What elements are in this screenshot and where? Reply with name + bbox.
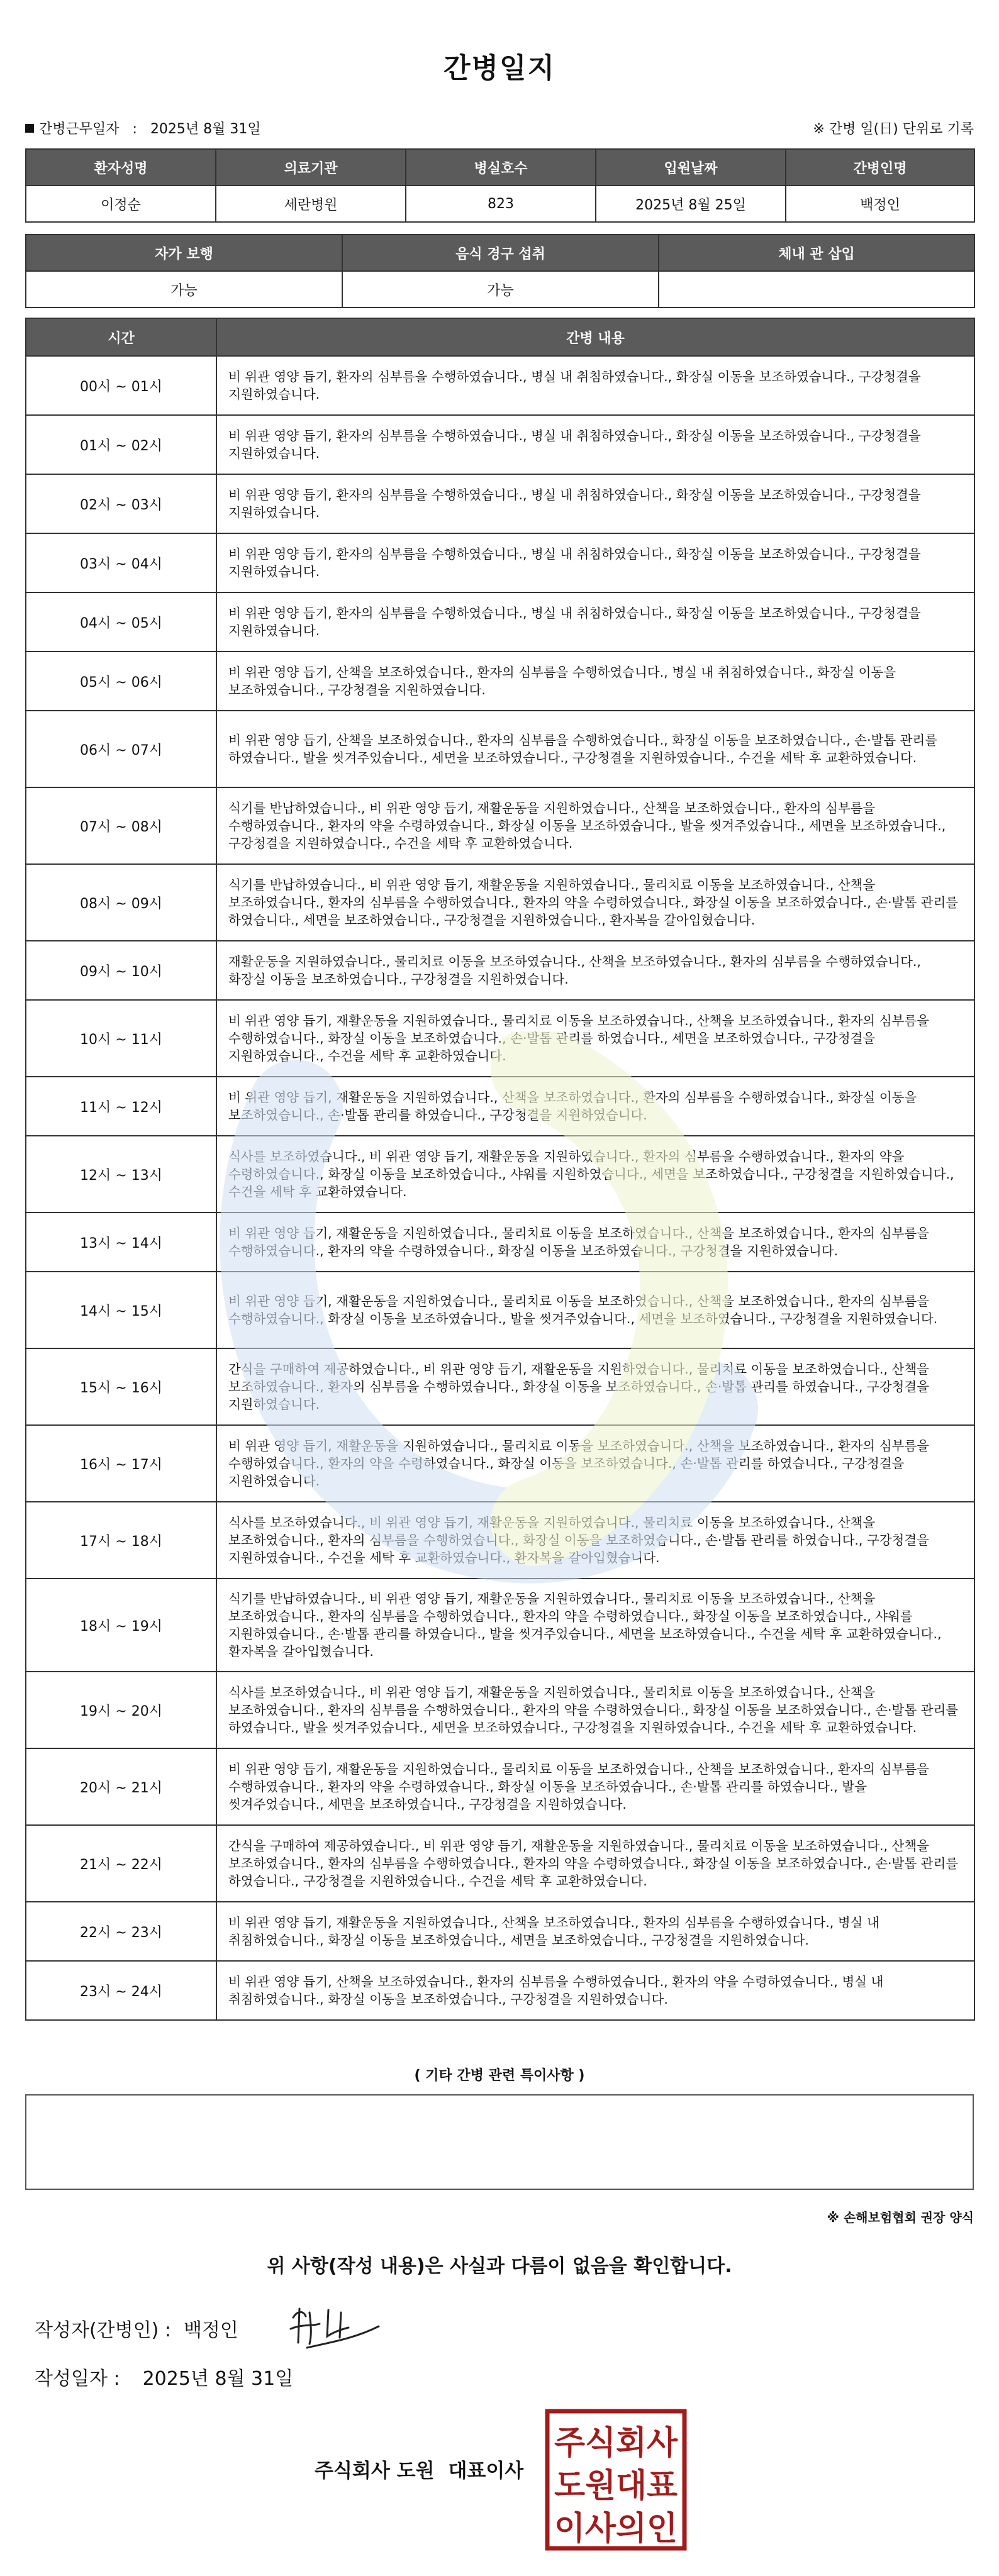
log-row-content: 재활운동을 지원하였습니다., 물리치료 이동을 보조하였습니다., 산책을 보조하였습니다., 환자의 심부름을 수행하였습니다., 화장실 이동을 보조하였습니다., 구강청결을 지원하였습니다. [216, 941, 974, 1000]
log-row [26, 1213, 974, 1272]
log-row [26, 1077, 974, 1136]
log-row-content: 간식을 구매하여 제공하였습니다., 비 위관 영양 듭기, 재활운동을 지원하였습니다., 물리치료 이동을 보조하였습니다., 산책을 보조하였습니다., 환자의 심부름을 수행하였습니다., 환자의 약을 수령하였습니다., 화장실 이동을 보조하였습니다., 손·발톱 관리를 하였습니다., 구강청결을 지원하였습니다., 수건을 세탁 후 교환하였습니다. [216, 1825, 974, 1902]
log-row-content: 식사를 보조하였습니다., 비 위관 영양 듭기, 재활운동을 지원하였습니다., 물리치료 이동을 보조하였습니다., 산책을 보조하였습니다., 환자의 심부름을 수행하였습니다., 화장실 이동을 보조하였습니다., 손·발톱 관리를 하였습니다., 구강청결을 지원하였습니다., 수건을 세탁 후 교환하였습니다., 환자복을 갈아입혔습니다. [216, 1502, 974, 1579]
log-row-time: 12시 ~ 13시 [26, 1136, 216, 1213]
work-date-label: 간병근무일자 [39, 121, 120, 137]
log-row-content: 비 위관 영양 듭기, 산책을 보조하였습니다., 환자의 심부름을 수행하였습니다., 병실 내 취침하였습니다., 화장실 이동을 보조하였습니다., 구강청결을 지원하였습니다. [216, 652, 974, 711]
log-row [26, 652, 974, 711]
log-row [26, 356, 974, 415]
log-row-time: 09시 ~ 10시 [26, 941, 216, 1000]
confirmation-statement: 위 사항(작성 내용)은 사실과 다름이 없음을 확인합니다. [267, 2255, 732, 2277]
tube-insertion-value [659, 271, 974, 308]
log-row-content: 비 위관 영양 듭기, 재활운동을 지원하였습니다., 물리치료 이동을 보조하였습니다., 산책을 보조하였습니다., 환자의 심부름을 수행하였습니다., 환자의 약을 수령하였습니다., 화장실 이동을 보조하였습니다., 손·발톱 관리를 하였습니다., 구강청결을 지원하였습니다. [216, 1425, 974, 1502]
log-row [26, 787, 974, 864]
log-row-time: 06시 ~ 07시 [26, 711, 216, 787]
care-log-body [26, 356, 974, 2020]
write-date-value: 2025년 8월 31일 [142, 2368, 294, 2390]
write-date-line [35, 2363, 293, 2390]
log-row [26, 1902, 974, 1961]
log-row-time: 22시 ~ 23시 [26, 1902, 216, 1961]
meta-row [25, 118, 974, 137]
log-row-time: 00시 ~ 01시 [26, 356, 216, 415]
company-name: 주식회사 도원 [315, 2460, 435, 2482]
tube-insertion-header: 체내 관 삽입 [659, 235, 974, 271]
room-number-header: 병실호수 [406, 149, 596, 186]
seal-text-line: 주식회사 [554, 2424, 678, 2462]
self-walking-value: 가능 [26, 271, 342, 308]
log-row-time: 23시 ~ 24시 [26, 1961, 216, 2020]
log-row-time: 15시 ~ 16시 [26, 1348, 216, 1425]
patient-name-value: 이정순 [26, 186, 216, 222]
caregiver-name-header: 간병인명 [786, 149, 974, 186]
log-row-content: 비 위관 영양 듭기, 재활운동을 지원하였습니다., 물리치료 이동을 보조하였습니다., 산책을 보조하였습니다., 환자의 심부름을 수행하였습니다., 화장실 이동을 보조하였습니다., 손·발톱 관리를 하였습니다., 세면을 보조하였습니다., 구강청결을 지원하였습니다., 수건을 세탁 후 교환하였습니다. [216, 1000, 974, 1077]
notes-box [25, 2094, 974, 2190]
log-row-content: 비 위관 영양 듭기, 환자의 심부름을 수행하였습니다., 병실 내 취침하였습니다., 화장실 이동을 보조하였습니다., 구강청결을 지원하였습니다. [216, 592, 974, 652]
hospital-header: 의료기관 [216, 149, 406, 186]
log-row-content: 비 위관 영양 듭기, 재활운동을 지원하였습니다., 물리치료 이동을 보조하였습니다., 산책을 보조하였습니다., 환자의 심부름을 수행하였습니다., 환자의 약을 수령하였습니다., 화장실 이동을 보조하였습니다., 손·발톱 관리를 하였습니다., 발을 씻겨주었습니다., 세면을 보조하였습니다., 구강청결을 지원하였습니다. [216, 1748, 974, 1825]
writer-label: 작성자(간병인) : [35, 2319, 171, 2341]
log-row [26, 1961, 974, 2020]
log-row [26, 1502, 974, 1579]
log-row [26, 415, 974, 474]
log-row-content: 비 위관 영양 듭기, 재활운동을 지원하였습니다., 산책을 보조하였습니다., 환자의 심부름을 수행하였습니다., 화장실 이동을 보조하였습니다., 손·발톱 관리를 하였습니다., 구강청결을 지원하였습니다. [216, 1077, 974, 1136]
log-row-time: 04시 ~ 05시 [26, 592, 216, 652]
log-row-content: 식사를 보조하였습니다., 비 위관 영양 듭기, 재활운동을 지원하였습니다., 물리치료 이동을 보조하였습니다., 산책을 보조하였습니다., 환자의 심부름을 수행하였습니다., 환자의 약을 수령하였습니다., 화장실 이동을 보조하였습니다., 손·발톱 관리를 하였습니다., 발을 씻겨주었습니다., 세면을 보조하였습니다., 구강청결을 지원하였습니다., 수건을 세탁 후 교환하였습니다. [216, 1672, 974, 1748]
log-row-content: 비 위관 영양 듭기, 재활운동을 지원하였습니다., 물리치료 이동을 보조하였습니다., 산책을 보조하였습니다., 환자의 심부름을 수행하였습니다., 환자의 약을 수령하였습니다., 화장실 이동을 보조하였습니다., 구강청결을 지원하였습니다. [216, 1213, 974, 1272]
log-row-content: 식기를 반납하였습니다., 비 위관 영양 듭기, 재활운동을 지원하였습니다., 물리치료 이동을 보조하였습니다., 산책을 보조하였습니다., 환자의 심부름을 수행하였습니다., 환자의 약을 수령하였습니다., 화장실 이동을 보조하였습니다., 샤워를 지원하였습니다., 손·발톱 관리를 하였습니다., 발을 씻겨주었습니다., 세면을 보조하였습니다., 수건을 세탁 후 교환하였습니다., 환자복을 갈아입혔습니다. [216, 1579, 974, 1672]
writer-name: 백정인 [183, 2319, 238, 2341]
log-row [26, 1672, 974, 1748]
log-row-time: 07시 ~ 08시 [26, 787, 216, 864]
log-row [26, 592, 974, 652]
work-date [25, 118, 261, 138]
log-row-content: 비 위관 영양 듭기, 산책을 보조하였습니다., 환자의 심부름을 수행하였습니다., 화장실 이동을 보조하였습니다., 손·발톱 관리를 하였습니다., 발을 씻겨주었습니다., 세면을 보조하였습니다., 구강청결을 지원하였습니다., 수건을 세탁 후 교환하였습니다. [216, 711, 974, 787]
signature-icon [284, 2299, 385, 2355]
log-row-time: 13시 ~ 14시 [26, 1213, 216, 1272]
hospital-value: 세란병원 [216, 186, 406, 222]
log-row-content: 비 위관 영양 듭기, 환자의 심부름을 수행하였습니다., 병실 내 취침하였습니다., 화장실 이동을 보조하였습니다., 구강청결을 지원하였습니다. [216, 474, 974, 533]
log-row-time: 08시 ~ 09시 [26, 864, 216, 941]
log-row-time: 21시 ~ 22시 [26, 1825, 216, 1902]
log-row [26, 1136, 974, 1213]
square-bullet-icon [25, 124, 34, 133]
form-note: ※ 손해보험협회 권장 양식 [827, 2210, 974, 2225]
log-row-content: 비 위관 영양 듭기, 재활운동을 지원하였습니다., 산책을 보조하였습니다., 환자의 심부름을 수행하였습니다., 병실 내 취침하였습니다., 화장실 이동을 보조하였습니다., 세면을 보조하였습니다., 구강청결을 지원하였습니다. [216, 1902, 974, 1961]
company-line [315, 2455, 523, 2483]
log-row [26, 1348, 974, 1425]
log-row-time: 10시 ~ 11시 [26, 1000, 216, 1077]
work-date-value: 2025년 8월 31일 [150, 121, 261, 137]
log-row-content: 비 위관 영양 듭기, 환자의 심부름을 수행하였습니다., 병실 내 취침하였습니다., 화장실 이동을 보조하였습니다., 구강청결을 지원하였습니다. [216, 533, 974, 592]
company-representative-title: 대표이사 [448, 2460, 524, 2482]
log-row [26, 533, 974, 592]
oral-intake-header: 음식 경구 섭취 [342, 235, 659, 271]
log-row-content: 식사를 보조하였습니다., 비 위관 영양 듭기, 재활운동을 지원하였습니다., 환자의 심부름을 수행하였습니다., 환자의 약을 수령하였습니다., 화장실 이동을 보조하였습니다., 샤워를 지원하였습니다., 세면을 보조하였습니다., 구강청결을 지원하였습니다., 수건을 세탁 후 교환하였습니다. [216, 1136, 974, 1213]
log-row [26, 1748, 974, 1825]
care-log-table [25, 318, 975, 2021]
log-row-time: 20시 ~ 21시 [26, 1748, 216, 1825]
log-row-content: 비 위관 영양 듭기, 재활운동을 지원하였습니다., 물리치료 이동을 보조하였습니다., 산책을 보조하였습니다., 환자의 심부름을 수행하였습니다., 화장실 이동을 보조하였습니다., 발을 씻겨주었습니다., 세면을 보조하였습니다., 구강청결을 지원하였습니다. [216, 1272, 974, 1348]
log-row [26, 1272, 974, 1348]
log-row-time: 14시 ~ 15시 [26, 1272, 216, 1348]
log-row-time: 03시 ~ 04시 [26, 533, 216, 592]
time-header: 시간 [26, 318, 216, 356]
company-seal-icon [545, 2409, 687, 2551]
log-row [26, 474, 974, 533]
notes-title: ( 기타 간병 관련 특이사항 ) [414, 2068, 585, 2084]
log-row-content: 비 위관 영양 듭기, 환자의 심부름을 수행하였습니다., 병실 내 취침하였습니다., 화장실 이동을 보조하였습니다., 구강청결을 지원하였습니다. [216, 356, 974, 415]
self-walking-header: 자가 보행 [26, 235, 342, 271]
log-row [26, 1579, 974, 1672]
log-row [26, 1825, 974, 1902]
oral-intake-value: 가능 [342, 271, 659, 308]
log-row-content: 식기를 반납하였습니다., 비 위관 영양 듭기, 재활운동을 지원하였습니다., 산책을 보조하였습니다., 환자의 심부름을 수행하였습니다., 환자의 약을 수령하였습니다., 화장실 이동을 보조하였습니다., 발을 씻겨주었습니다., 세면을 보조하였습니다., 구강청결을 지원하였습니다., 수건을 세탁 후 교환하였습니다. [216, 787, 974, 864]
document-title: 간병일지 [443, 52, 555, 84]
log-row-time: 01시 ~ 02시 [26, 415, 216, 474]
log-row-time: 17시 ~ 18시 [26, 1502, 216, 1579]
seal-text-line: 이사의인 [554, 2510, 678, 2548]
log-row-content: 비 위관 영양 듭기, 환자의 심부름을 수행하였습니다., 병실 내 취침하였습니다., 화장실 이동을 보조하였습니다., 구강청결을 지원하였습니다. [216, 415, 974, 474]
unit-note: ※ 간병 일(日) 단위로 기록 [813, 121, 974, 137]
log-row [26, 711, 974, 787]
care-content-header: 간병 내용 [216, 318, 974, 356]
seal-text-line: 도원대표 [554, 2467, 678, 2505]
log-row-content: 식기를 반납하였습니다., 비 위관 영양 듭기, 재활운동을 지원하였습니다., 물리치료 이동을 보조하였습니다., 산책을 보조하였습니다., 환자의 심부름을 수행하였습니다., 환자의 약을 수령하였습니다., 화장실 이동을 보조하였습니다., 손·발톱 관리를 하였습니다., 세면을 보조하였습니다., 구강청결을 지원하였습니다., 환자복을 갈아입혔습니다. [216, 864, 974, 941]
log-row-content: 비 위관 영양 듭기, 산책을 보조하였습니다., 환자의 심부름을 수행하였습니다., 환자의 약을 수령하였습니다., 병실 내 취침하였습니다., 화장실 이동을 보조하였습니다., 구강청결을 지원하였습니다. [216, 1961, 974, 2020]
log-row-time: 02시 ~ 03시 [26, 474, 216, 533]
log-row-content: 간식을 구매하여 제공하였습니다., 비 위관 영양 듭기, 재활운동을 지원하였습니다., 물리치료 이동을 보조하였습니다., 산책을 보조하였습니다., 환자의 심부름을 수행하였습니다., 화장실 이동을 보조하였습니다., 손·발톱 관리를 하였습니다., 구강청결을 지원하였습니다. [216, 1348, 974, 1425]
log-row-time: 05시 ~ 06시 [26, 652, 216, 711]
log-row [26, 1000, 974, 1077]
log-row-time: 16시 ~ 17시 [26, 1425, 216, 1502]
patient-name-header: 환자성명 [26, 149, 216, 186]
writer-line [35, 2314, 238, 2342]
log-row-time: 11시 ~ 12시 [26, 1077, 216, 1136]
admission-date-value: 2025년 8월 25일 [596, 186, 786, 222]
work-date-separator: : [132, 121, 137, 137]
patient-status-table [25, 234, 975, 308]
caregiver-name-value: 백정인 [786, 186, 974, 222]
log-row [26, 1425, 974, 1502]
log-row [26, 941, 974, 1000]
write-date-label: 작성일자 : [35, 2368, 120, 2390]
admission-date-header: 입원날짜 [596, 149, 786, 186]
log-row-time: 19시 ~ 20시 [26, 1672, 216, 1748]
log-row-time: 18시 ~ 19시 [26, 1579, 216, 1672]
log-row [26, 864, 974, 941]
patient-info-table [25, 148, 975, 223]
room-number-value: 823 [406, 186, 596, 222]
